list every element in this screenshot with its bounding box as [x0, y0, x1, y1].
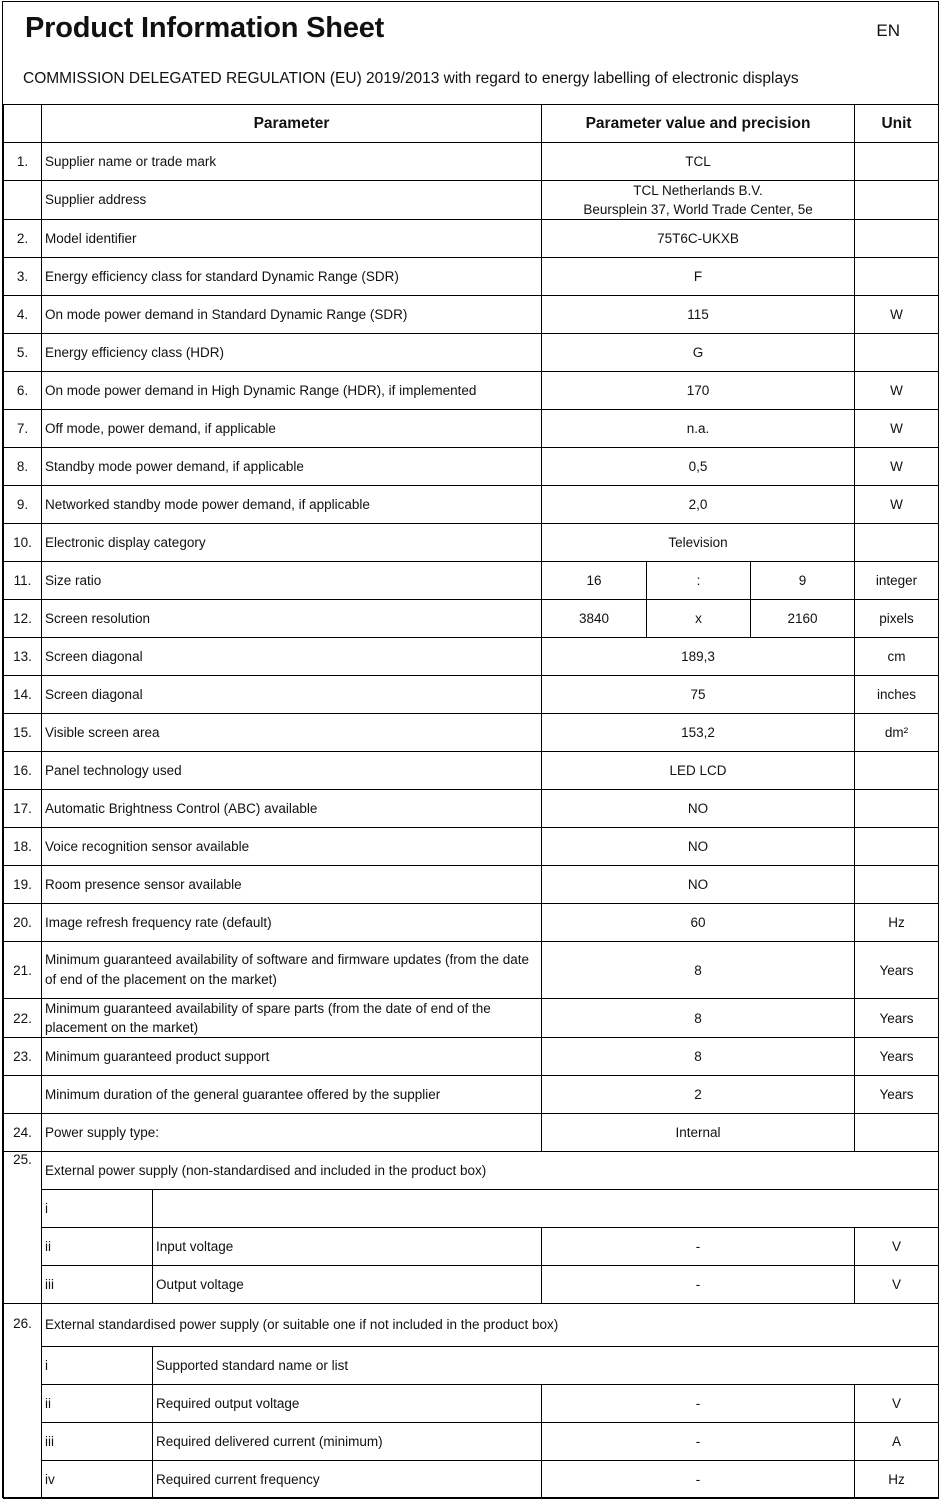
- supplier-address-line1: TCL Netherlands B.V.: [633, 183, 763, 198]
- row-value: F: [542, 258, 855, 296]
- table-row: [4, 143, 939, 181]
- sub-value: -: [542, 1423, 855, 1461]
- row-parameter: Size ratio: [42, 562, 542, 600]
- table-row: [4, 220, 939, 258]
- row-number: [4, 181, 42, 220]
- table-row: [4, 410, 939, 448]
- row-parameter: Minimum guaranteed availability of software and firmware updates (from the date of end of the placement on the market): [42, 942, 542, 999]
- sub-parameter: Required current frequency: [153, 1461, 542, 1499]
- row-value: 170: [542, 372, 855, 410]
- row-value: 115: [542, 296, 855, 334]
- sub-row: [4, 1190, 939, 1228]
- row-unit: Years: [855, 1038, 939, 1076]
- product-information-sheet: [2, 1, 939, 1498]
- row-number: 26.: [4, 1304, 42, 1499]
- regulation-subtitle: COMMISSION DELEGATED REGULATION (EU) 2019/2013 with regard to energy labelling of electronic displays: [23, 70, 799, 87]
- sub-index: i: [42, 1190, 153, 1228]
- table-row: [4, 866, 939, 904]
- row-unit: Years: [855, 999, 939, 1038]
- sub-index: iii: [42, 1423, 153, 1461]
- row-unit: Hz: [855, 904, 939, 942]
- table-row: [4, 1114, 939, 1152]
- sub-index: ii: [42, 1385, 153, 1423]
- table-row: [4, 448, 939, 486]
- row-unit: W: [855, 296, 939, 334]
- resolution-separator: x: [647, 600, 751, 638]
- sub-row: [4, 1423, 939, 1461]
- header-value: Parameter value and precision: [542, 105, 855, 143]
- row-unit: [855, 866, 939, 904]
- table-row: [4, 828, 939, 866]
- language-code: EN: [876, 21, 900, 40]
- row-parameter: Screen diagonal: [42, 638, 542, 676]
- row-parameter: On mode power demand in Standard Dynamic Range (SDR): [42, 296, 542, 334]
- row-parameter: Off mode, power demand, if applicable: [42, 410, 542, 448]
- row-value: Television: [542, 524, 855, 562]
- sub-unit: V: [855, 1228, 939, 1266]
- row-number: 12.: [4, 600, 42, 638]
- row-value: G: [542, 334, 855, 372]
- resolution-height: 2160: [751, 600, 855, 638]
- row-parameter: Electronic display category: [42, 524, 542, 562]
- row-parameter: Automatic Brightness Control (ABC) available: [42, 790, 542, 828]
- row-value: NO: [542, 828, 855, 866]
- table-row: [4, 638, 939, 676]
- table-row: [4, 676, 939, 714]
- supplier-address-line2: Beursplein 37, World Trade Center, 5e: [583, 202, 813, 217]
- row-value: NO: [542, 866, 855, 904]
- row-parameter: Screen resolution: [42, 600, 542, 638]
- row-unit: inches: [855, 676, 939, 714]
- row-unit: Years: [855, 942, 939, 999]
- row-parameter: External power supply (non-standardised and included in the product box): [42, 1152, 939, 1190]
- row-parameter: External standardised power supply (or suitable one if not included in the product box): [42, 1304, 939, 1347]
- row-number: 8.: [4, 448, 42, 486]
- table-row: [4, 486, 939, 524]
- row-parameter: Panel technology used: [42, 752, 542, 790]
- table-row: [4, 790, 939, 828]
- table-row: [4, 714, 939, 752]
- sub-parameter: Supported standard name or list: [153, 1347, 939, 1385]
- sub-parameter: Output voltage: [153, 1266, 542, 1304]
- sub-unit: A: [855, 1423, 939, 1461]
- row-value: TCL: [542, 143, 855, 181]
- row-number: 10.: [4, 524, 42, 562]
- row-unit: [855, 334, 939, 372]
- row-value: LED LCD: [542, 752, 855, 790]
- row-value: n.a.: [542, 410, 855, 448]
- table-row: [4, 600, 939, 638]
- sub-value: -: [542, 1266, 855, 1304]
- row-value: 8: [542, 999, 855, 1038]
- row-value: 153,2: [542, 714, 855, 752]
- page-title: Product Information Sheet: [25, 12, 385, 44]
- row-parameter: On mode power demand in High Dynamic Range (HDR), if implemented: [42, 372, 542, 410]
- row-number: 3.: [4, 258, 42, 296]
- row-unit: [855, 790, 939, 828]
- row-parameter: Supplier name or trade mark: [42, 143, 542, 181]
- row-unit: pixels: [855, 600, 939, 638]
- table-header-row: [4, 105, 939, 143]
- table-row: [4, 999, 939, 1038]
- row-unit: integer: [855, 562, 939, 600]
- row-value: [542, 181, 855, 220]
- row-number: 25.: [4, 1152, 42, 1304]
- row-parameter: Standby mode power demand, if applicable: [42, 448, 542, 486]
- row-value: 75T6C-UKXB: [542, 220, 855, 258]
- sub-unit: V: [855, 1266, 939, 1304]
- row-parameter: Minimum duration of the general guarantee offered by the supplier: [42, 1076, 542, 1114]
- row-number: 19.: [4, 866, 42, 904]
- row-number: [4, 1076, 42, 1114]
- sub-index: iv: [42, 1461, 153, 1499]
- table-row: [4, 904, 939, 942]
- table-row: [4, 752, 939, 790]
- sub-parameter: Required output voltage: [153, 1385, 542, 1423]
- row-number: 4.: [4, 296, 42, 334]
- row-number: 20.: [4, 904, 42, 942]
- row-value: 75: [542, 676, 855, 714]
- row-number: 2.: [4, 220, 42, 258]
- sub-index: iii: [42, 1266, 153, 1304]
- row-number: 21.: [4, 942, 42, 999]
- sub-value: -: [542, 1461, 855, 1499]
- parameter-table: [3, 104, 939, 1499]
- row-unit: [855, 220, 939, 258]
- row-number: 23.: [4, 1038, 42, 1076]
- table-row: [4, 334, 939, 372]
- row-unit: W: [855, 372, 939, 410]
- sub-parameter: Input voltage: [153, 1228, 542, 1266]
- row-number: 13.: [4, 638, 42, 676]
- table-row: [4, 1038, 939, 1076]
- row-number: 22.: [4, 999, 42, 1038]
- row-value: 189,3: [542, 638, 855, 676]
- row-number: 14.: [4, 676, 42, 714]
- row-parameter: Energy efficiency class for standard Dynamic Range (SDR): [42, 258, 542, 296]
- table-row: [4, 181, 939, 220]
- sub-row: [4, 1266, 939, 1304]
- sub-row: [4, 1385, 939, 1423]
- row-unit: [855, 1114, 939, 1152]
- row-parameter: Screen diagonal: [42, 676, 542, 714]
- row-number: 18.: [4, 828, 42, 866]
- row-number: 5.: [4, 334, 42, 372]
- resolution-width: 3840: [542, 600, 647, 638]
- row-value: 2: [542, 1076, 855, 1114]
- sub-row: [4, 1347, 939, 1385]
- row-number: 1.: [4, 143, 42, 181]
- row-parameter: Room presence sensor available: [42, 866, 542, 904]
- sub-index: i: [42, 1347, 153, 1385]
- row-value: 8: [542, 942, 855, 999]
- row-unit: [855, 752, 939, 790]
- row-value: 60: [542, 904, 855, 942]
- sub-row: [4, 1228, 939, 1266]
- row-parameter: Minimum guaranteed availability of spare parts (from the date of end of the placement on the market): [42, 999, 542, 1038]
- row-value: NO: [542, 790, 855, 828]
- header-parameter: Parameter: [42, 105, 542, 143]
- sub-row: [4, 1461, 939, 1499]
- row-value: 8: [542, 1038, 855, 1076]
- sub-value: -: [542, 1385, 855, 1423]
- size-ratio-separator: :: [647, 562, 751, 600]
- row-number: 7.: [4, 410, 42, 448]
- row-parameter: Minimum guaranteed product support: [42, 1038, 542, 1076]
- table-row: [4, 258, 939, 296]
- size-ratio-height: 9: [751, 562, 855, 600]
- header-num-cell: [4, 105, 42, 143]
- row-parameter: Energy efficiency class (HDR): [42, 334, 542, 372]
- table-row: [4, 562, 939, 600]
- sub-parameter: [153, 1190, 939, 1228]
- row-parameter: Voice recognition sensor available: [42, 828, 542, 866]
- row-number: 11.: [4, 562, 42, 600]
- row-parameter: Networked standby mode power demand, if applicable: [42, 486, 542, 524]
- row-unit: [855, 143, 939, 181]
- row-number: 17.: [4, 790, 42, 828]
- row-parameter: Supplier address: [42, 181, 542, 220]
- row-unit: cm: [855, 638, 939, 676]
- row-unit: W: [855, 448, 939, 486]
- row-number: 24.: [4, 1114, 42, 1152]
- sub-unit: V: [855, 1385, 939, 1423]
- sub-value: -: [542, 1228, 855, 1266]
- size-ratio-width: 16: [542, 562, 647, 600]
- table-row: [4, 1304, 939, 1347]
- row-unit: dm²: [855, 714, 939, 752]
- row-parameter: Model identifier: [42, 220, 542, 258]
- row-unit: [855, 181, 939, 220]
- table-row: [4, 1076, 939, 1114]
- header-unit: Unit: [855, 105, 939, 143]
- row-unit: Years: [855, 1076, 939, 1114]
- row-parameter: Visible screen area: [42, 714, 542, 752]
- row-parameter: Image refresh frequency rate (default): [42, 904, 542, 942]
- row-value: Internal: [542, 1114, 855, 1152]
- table-row: [4, 942, 939, 999]
- table-row: [4, 296, 939, 334]
- row-unit: [855, 258, 939, 296]
- sub-parameter: Required delivered current (minimum): [153, 1423, 542, 1461]
- row-number: 15.: [4, 714, 42, 752]
- row-unit: [855, 828, 939, 866]
- row-number: 6.: [4, 372, 42, 410]
- row-unit: W: [855, 486, 939, 524]
- table-row: [4, 1152, 939, 1190]
- row-number: 16.: [4, 752, 42, 790]
- sub-index: ii: [42, 1228, 153, 1266]
- row-unit: W: [855, 410, 939, 448]
- sub-unit: Hz: [855, 1461, 939, 1499]
- row-number: 9.: [4, 486, 42, 524]
- row-value: 2,0: [542, 486, 855, 524]
- row-parameter: Power supply type:: [42, 1114, 542, 1152]
- row-unit: [855, 524, 939, 562]
- table-row: [4, 524, 939, 562]
- table-row: [4, 372, 939, 410]
- row-value: 0,5: [542, 448, 855, 486]
